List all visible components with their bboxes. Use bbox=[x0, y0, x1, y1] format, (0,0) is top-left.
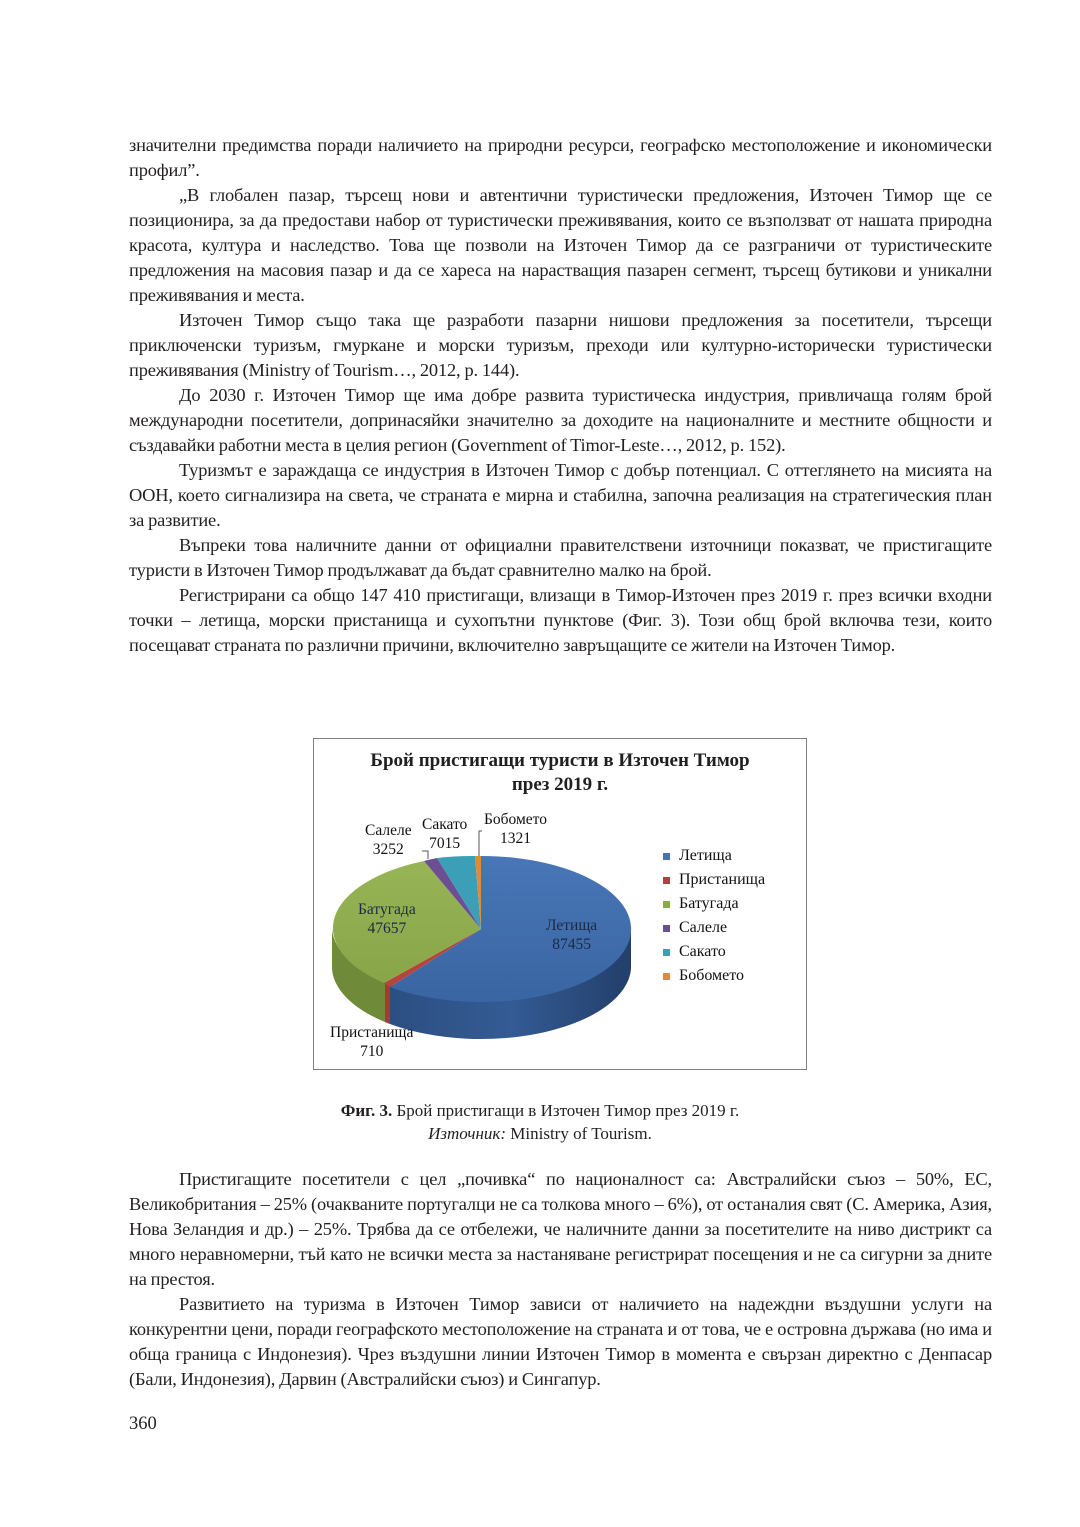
paragraph: „В глобален пазар, търсещ нови и автентични туристически предложения, Източен Тимор ще се позиционира, за да предостави набор от туристически преживявания, които се възползват от нашата природна красота, култура и наследство. Това ще позволи на Източен Тимор да се разграничи от туристическите предложения на масовия пазар и да се хареса на нарастващия пазарен сегмент, търсещ бутикови и уникални преживявания и места. bbox=[129, 185, 992, 305]
data-label-sakato: Сакато 7015 bbox=[422, 816, 468, 852]
legend-item-batugada: Батугада bbox=[663, 892, 765, 916]
pie-side-pristanishta bbox=[385, 982, 390, 1024]
paragraph: Въпреки това наличните данни от официални правителствени източници показват, че пристигащите туристи в Източен Тимор продължават да бъдат сравнително малко на брой. bbox=[129, 535, 992, 580]
data-label-bobometo: Бобомето 1321 bbox=[484, 811, 547, 847]
legend-item-sakato: Сакато bbox=[663, 940, 765, 964]
paragraph: До 2030 г. Източен Тимор ще има добре развита туристическа индустрия, привличаща голям брой международни посетители, допринасяйки значително за доходите на националните и местните общности и създавайки работни места в целия регион (Government of Timor-Leste…, 2012, p. 152). bbox=[129, 385, 992, 455]
paragraph: Източен Тимор също така ще разработи пазарни нишови предложения за посетители, търсещи приключенски туризъм, гмуркане и морски туризъм, преходи или културно-исторически туристически преживявания (Ministry of Tourism…, 2012, p. 144). bbox=[129, 310, 992, 380]
legend-item-letishta: Летища bbox=[663, 844, 765, 868]
caption-line bbox=[0, 1099, 1080, 1122]
data-label-letishta: Летища 87455 bbox=[546, 917, 598, 953]
chart-legend bbox=[663, 844, 765, 988]
source-label: Източник: bbox=[428, 1124, 507, 1143]
body-text-top bbox=[129, 133, 992, 658]
chart-title-line-1: Брой пристигащи туристи в Източен Тимор bbox=[370, 750, 750, 771]
legend-swatch-icon bbox=[663, 949, 670, 956]
paragraph: Пристигащите посетители с цел „почивка“ по националност са: Австралийски съюз – 50%, ЕС, Великобритания – 25% (очакваните португалци не са толкова много – 6%), от останалия свят (С. Америка, Азия, Нова Зеландия и др.) – 25%. Трябва да се отбележи, че наличните данни за посетителите на ниво дистрикт са много неравномерни, тъй като не всички места за настаняване регистрират посещения и не са сигурни за дните на престоя. bbox=[129, 1169, 992, 1289]
data-label-pristanishta: Пристанища 710 bbox=[330, 1024, 414, 1060]
legend-swatch-icon bbox=[663, 877, 670, 884]
paragraph: Регистрирани са общо 147 410 пристигащи, влизащи в Тимор-Източен през 2019 г. през всички входни точки – летища, морски пристанища и сухопътни пунктове (Фиг. 3). Този общ брой включва тези, които посещават страната по различни причини, включително завръщащите се жители на Източен Тимор. bbox=[129, 585, 992, 655]
pie-chart-figure bbox=[313, 738, 807, 1070]
legend-item-pristanishta: Пристанища bbox=[663, 868, 765, 892]
legend-swatch-icon bbox=[663, 973, 670, 980]
legend-item-salele: Салеле bbox=[663, 916, 765, 940]
chart-title-line-2: през 2019 г. bbox=[511, 774, 609, 795]
data-label-batugada: Батугада 47657 bbox=[358, 901, 416, 937]
caption-label: Фиг. 3. bbox=[340, 1101, 393, 1120]
data-label-salele: Салеле 3252 bbox=[365, 822, 412, 858]
source-line bbox=[0, 1122, 1080, 1145]
caption-text: Брой пристигащи в Източен Тимор през 2019 г. bbox=[392, 1101, 740, 1120]
legend-swatch-icon bbox=[663, 853, 670, 860]
paragraph: Туризмът е зараждаща се индустрия в Източен Тимор с добър потенциал. С оттеглянето на мисията на ООН, което сигнализира на света, че страната е мирна и стабилна, започна реализация на стратегическия план за развитие. bbox=[129, 460, 992, 530]
legend-swatch-icon bbox=[663, 901, 670, 908]
source-text: Ministry of Tourism. bbox=[506, 1124, 652, 1143]
paragraph: Развитието на туризма в Източен Тимор зависи от наличието на надеждни въздушни услуги на конкурентни цени, поради географското местоположение на страната и от това, че е островна държава (но има и обща граница с Индонезия). Чрез въздушни линии Източен Тимор в момента е свързан директно с Денпасар (Бали, Индонезия), Дарвин (Австралийски съюз) и Сингапур. bbox=[129, 1294, 992, 1389]
legend-swatch-icon bbox=[663, 925, 670, 932]
figure-caption bbox=[0, 1099, 1080, 1145]
legend-item-bobometo: Бобомето bbox=[663, 964, 765, 988]
leader-line-bobometo bbox=[479, 831, 482, 856]
body-text-bottom bbox=[129, 1167, 992, 1392]
page-number: 360 bbox=[129, 1414, 157, 1434]
paragraph: значителни предимства поради наличието на природни ресурси, географско местоположение и икономически профил”. bbox=[129, 135, 992, 180]
